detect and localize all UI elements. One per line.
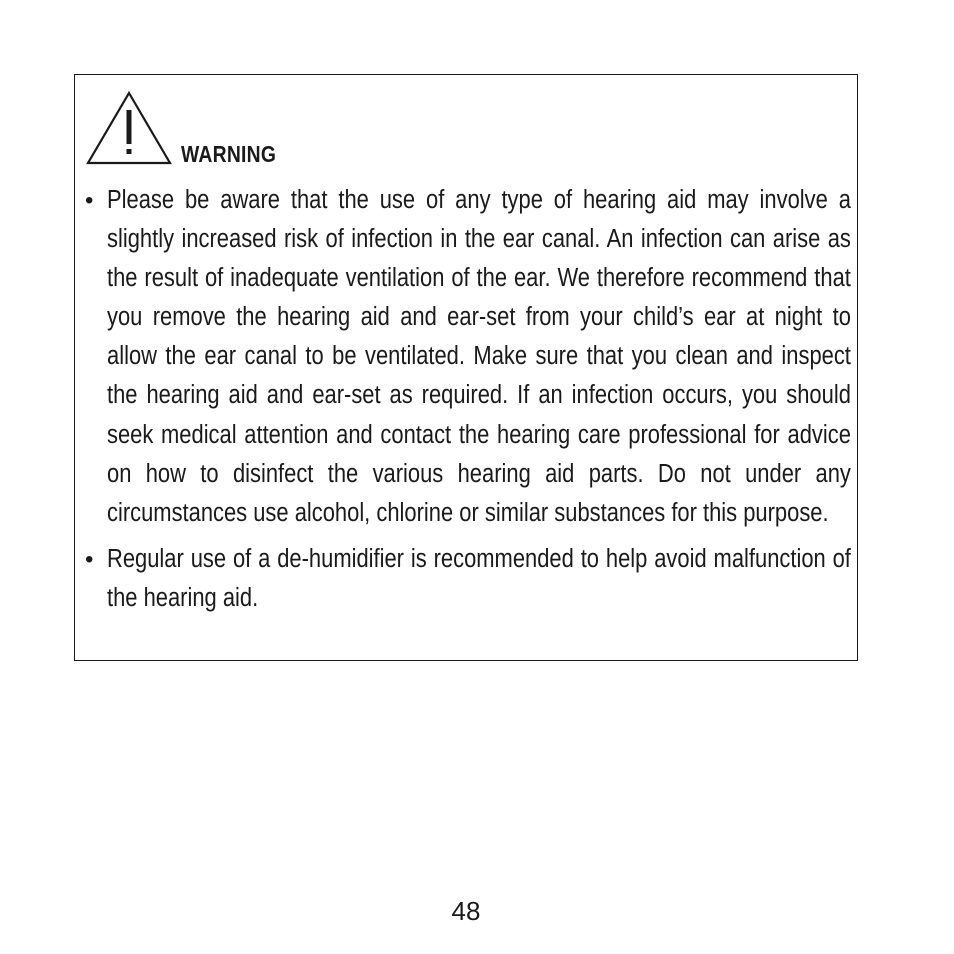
warning-triangle-icon bbox=[86, 90, 172, 166]
warning-header bbox=[86, 90, 386, 166]
warning-title: WARNING bbox=[181, 141, 277, 167]
list-item-text: Regular use of a de-humidifier is recommended to help avoid malfunction of the hearing aid. bbox=[107, 544, 851, 612]
warning-box bbox=[74, 74, 858, 661]
list-item-text: Please be aware that the use of any type of hearing aid may involve a slightly increased risk of infection in the ear canal. An infection can arise as the result of inadequate ventilation of the ear. We therefore recommend that you remove the hearing aid and ear-set from your child’s ear at night to allow the ear canal to be ventilated. Make sure that you clean and inspect the hearing aid and ear-set as required. If an infection occurs, you should seek medical attention and contact the hearing care professional for advice on how to disinfect the various hearing aid parts. Do not under any circumstances use alcohol, chlorine or similar substances for this purpose. bbox=[107, 186, 851, 527]
page-number: 48 bbox=[451, 896, 481, 926]
bullet-icon: • bbox=[85, 545, 94, 573]
bullet-icon: • bbox=[85, 187, 94, 214]
warning-list bbox=[85, 181, 849, 625]
list-item bbox=[85, 540, 849, 618]
list-item bbox=[85, 181, 849, 533]
